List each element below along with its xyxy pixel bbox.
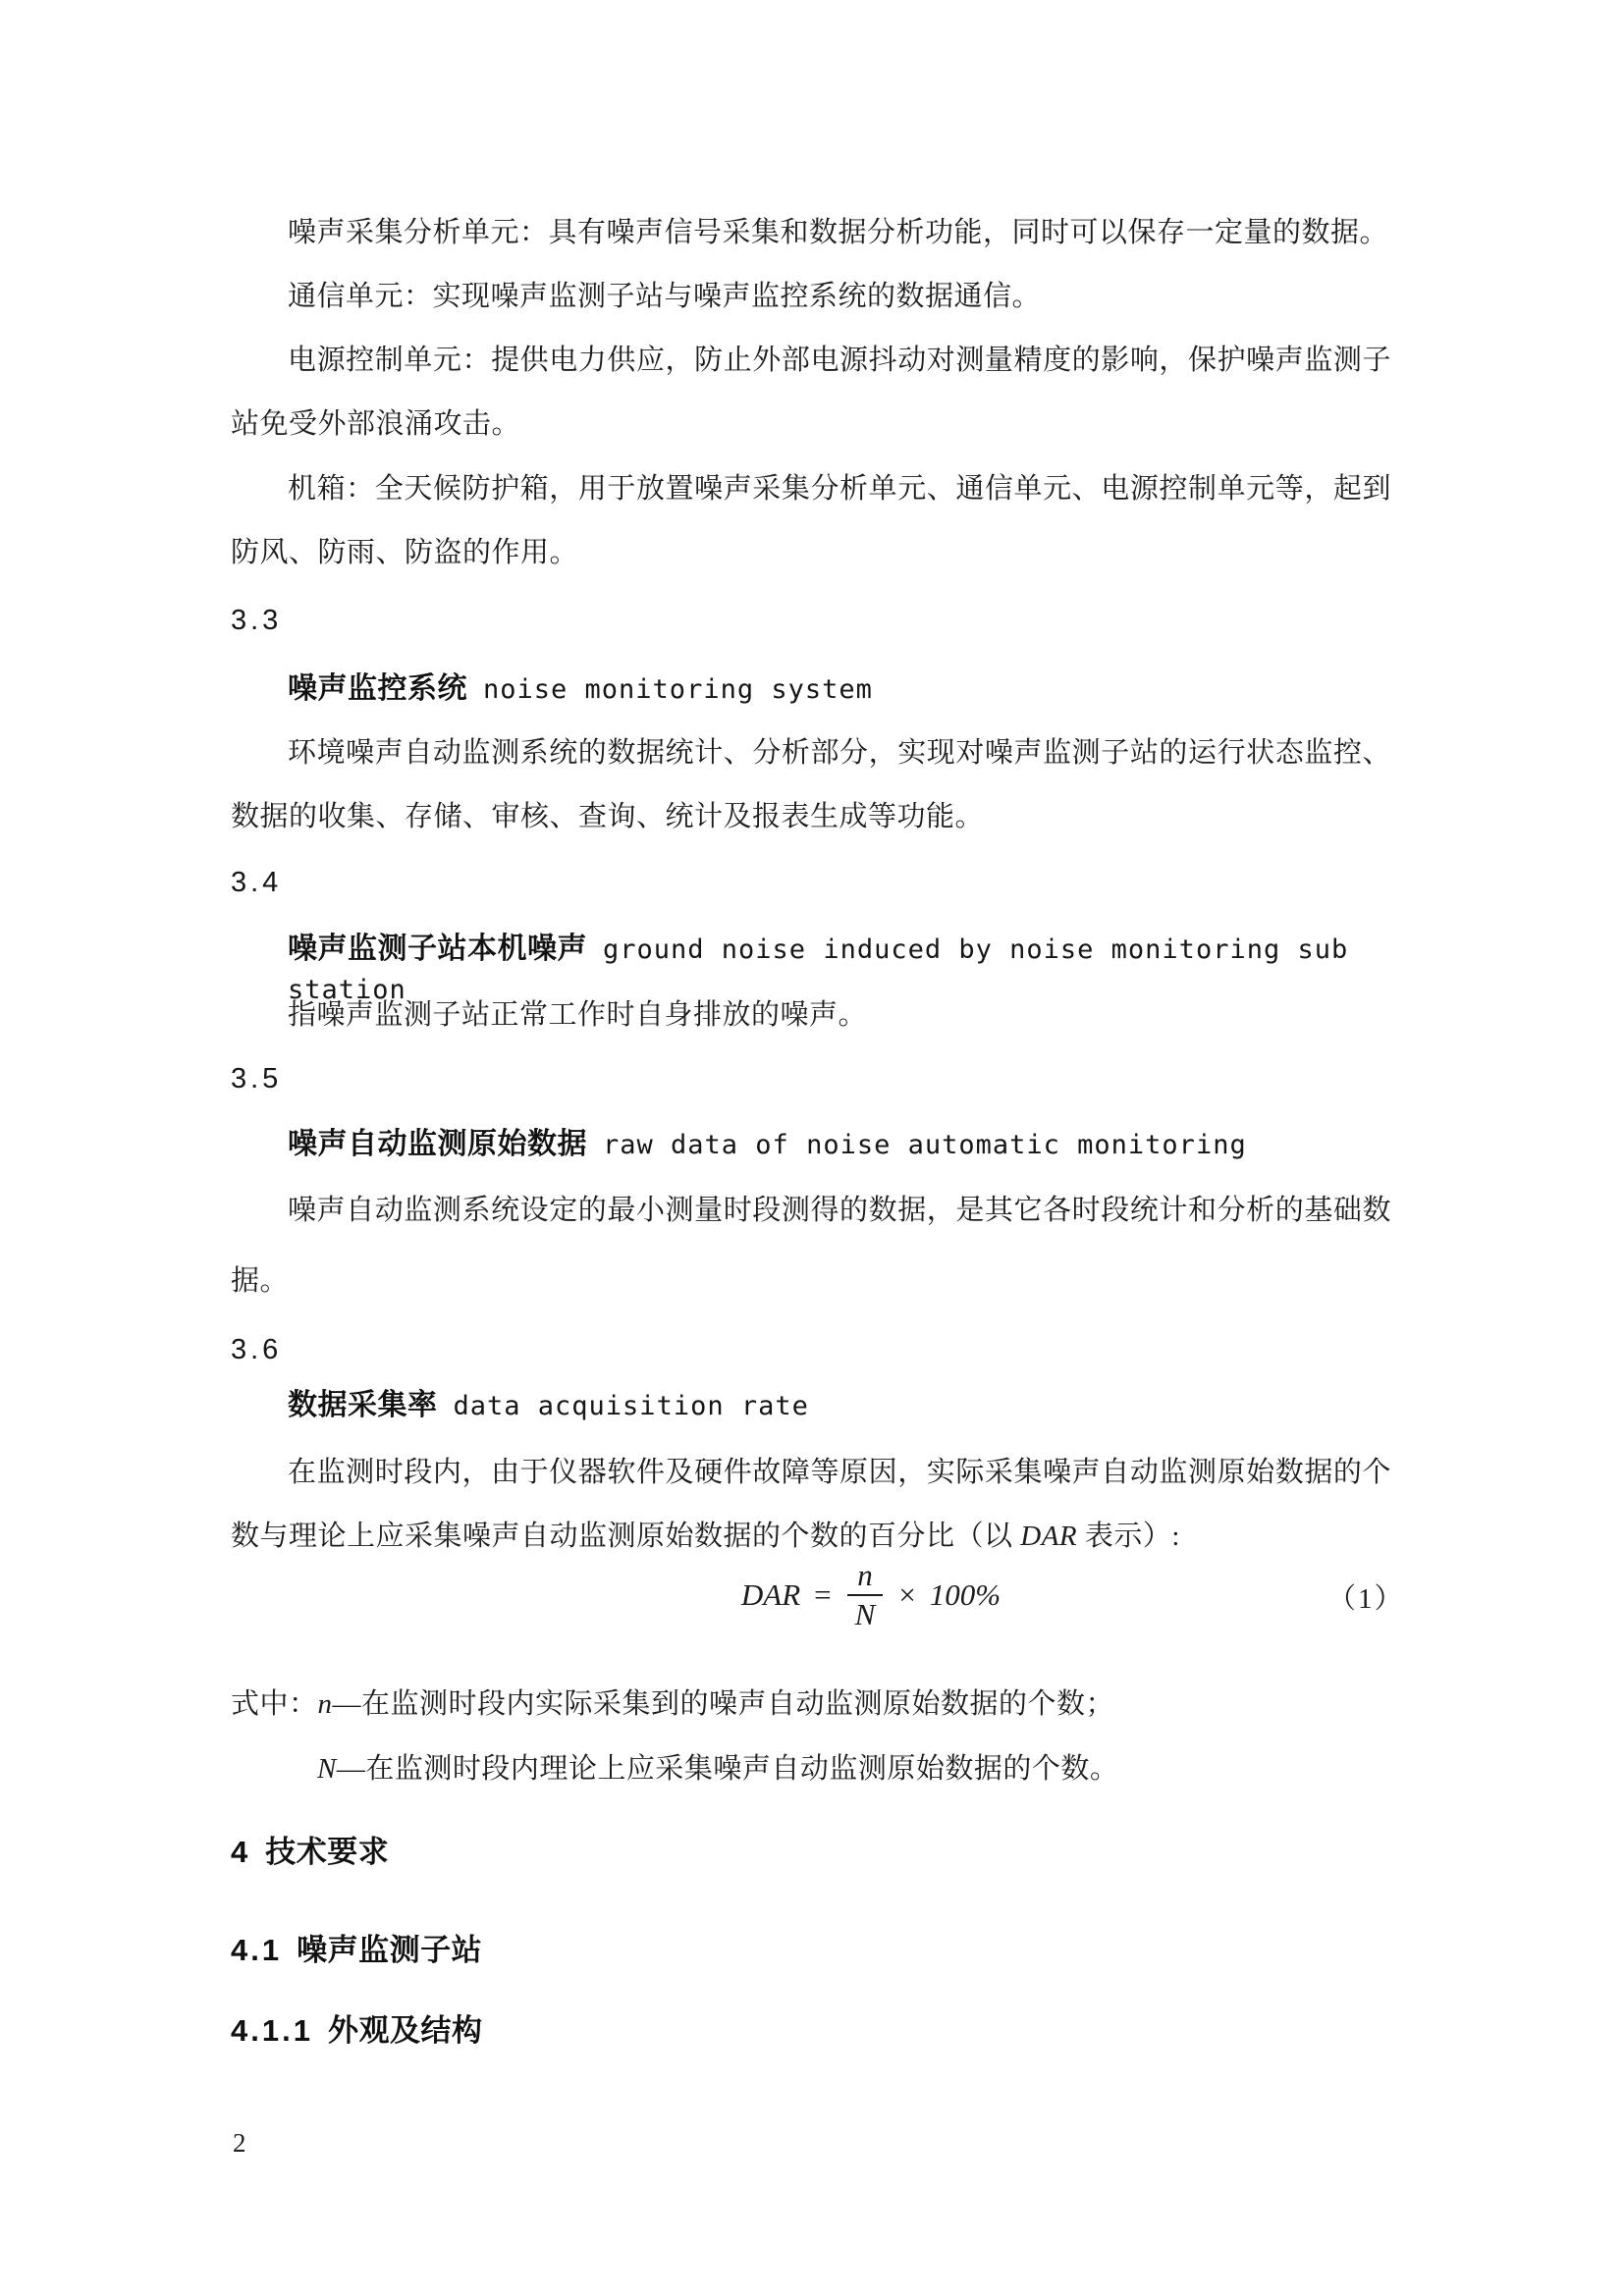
term-zh: 数据采集率 [288,1389,438,1421]
equation-number: （1） [1327,1583,1405,1615]
heading-text: 噪声监测子站 [297,1933,483,1967]
heading-text: 技术要求 [265,1835,390,1869]
term-line-noise-monitoring-system [231,669,1391,710]
heading-text: 外观及结构 [327,2013,483,2048]
body-line-cabinet-1: 机箱：全天候防护箱，用于放置噪声采集分析单元、通信单元、电源控制单元等，起到 [288,473,1391,505]
body-line-power-unit-1: 电源控制单元：提供电力供应，防止外部电源抖动对测量精度的影响，保护噪声监测子 [288,345,1391,376]
heading-4-1-1-appearance-structure [231,2010,1391,2052]
body-line-3-5-1: 噪声自动监测系统设定的最小测量时段测得的数据，是其它各时段统计和分析的基础数 [288,1195,1391,1226]
page-number: 2 [233,2128,246,2158]
term-en: data acquisition rate [453,1391,809,1421]
where-prefix: 式中： [231,1688,318,1720]
body-line-unit-analysis: 噪声采集分析单元：具有噪声信号采集和数据分析功能，同时可以保存一定量的数据。 [288,217,1389,248]
heading-4-1-noise-monitoring-substation [231,1930,1391,1971]
term-en: noise monitoring system [483,674,873,705]
formula-equals: = [814,1577,832,1612]
heading-number: 4 [231,1835,251,1869]
term-zh: 噪声监测子站本机噪声 [288,933,587,965]
dar-sentence-suffix: 表示）: [1077,1521,1180,1552]
formula-rhs: 100% [929,1577,1001,1612]
section-number-3-6: 3.6 [231,1334,283,1365]
body-line-comm-unit: 通信单元：实现噪声监测子站与噪声监控系统的数据通信。 [288,281,1042,312]
formula-lhs: DAR [740,1577,801,1612]
formula-numerator: n [847,1558,883,1596]
body-line-3-3-2: 数据的收集、存储、审核、查询、统计及报表生成等功能。 [231,801,985,832]
dar-variable: DAR [1020,1521,1078,1552]
where-var-n: n [317,1688,333,1720]
dar-sentence-prefix: 数与理论上应采集噪声自动监测原始数据的个数的百分比（以 [231,1521,1021,1552]
term-en: ground noise induced by noise monitoring sub station [288,934,1349,1005]
formula-times: × [898,1577,916,1612]
term-line-raw-data [231,1125,1391,1165]
where-text-N: —在监测时段内理论上应采集噪声自动监测原始数据的个数。 [336,1753,1119,1785]
body-line-3-6-1: 在监测时段内，由于仪器软件及硬件故障等原因，实际采集噪声自动监测原始数据的个 [288,1457,1391,1488]
formula-fraction [845,1558,886,1631]
formula-dar [292,1541,1450,1649]
term-zh: 噪声监控系统 [288,672,467,705]
term-zh: 噪声自动监测原始数据 [288,1128,587,1160]
body-line-cabinet-2: 防风、防雨、防盗的作用。 [231,537,579,568]
section-number-3-5: 3.5 [231,1063,283,1095]
section-number-3-4: 3.4 [231,867,283,898]
body-line-3-3-1: 环境噪声自动监测系统的数据统计、分析部分，实现对噪声监测子站的运行状态监控、 [288,737,1391,769]
term-line-data-acquisition-rate [231,1386,1391,1426]
heading-4-technical-requirements [231,1832,1391,1873]
where-var-N: N [317,1753,337,1785]
heading-number: 4.1 [231,1933,283,1967]
where-line-n [231,1684,1391,1724]
formula-denominator: N [854,1597,876,1631]
heading-number: 4.1.1 [231,2013,313,2048]
body-line-3-5-2: 据。 [231,1265,290,1297]
body-line-power-unit-2: 站免受外部浪涌攻击。 [231,408,521,440]
term-en: raw data of noise automatic monitoring [603,1130,1247,1160]
section-number-3-3: 3.3 [231,605,283,636]
where-text-n: —在监测时段内实际采集到的噪声自动监测原始数据的个数； [332,1688,1115,1720]
body-line-3-4-1: 指噪声监测子站正常工作时自身排放的噪声。 [288,999,868,1031]
where-line-N [231,1749,1391,1789]
